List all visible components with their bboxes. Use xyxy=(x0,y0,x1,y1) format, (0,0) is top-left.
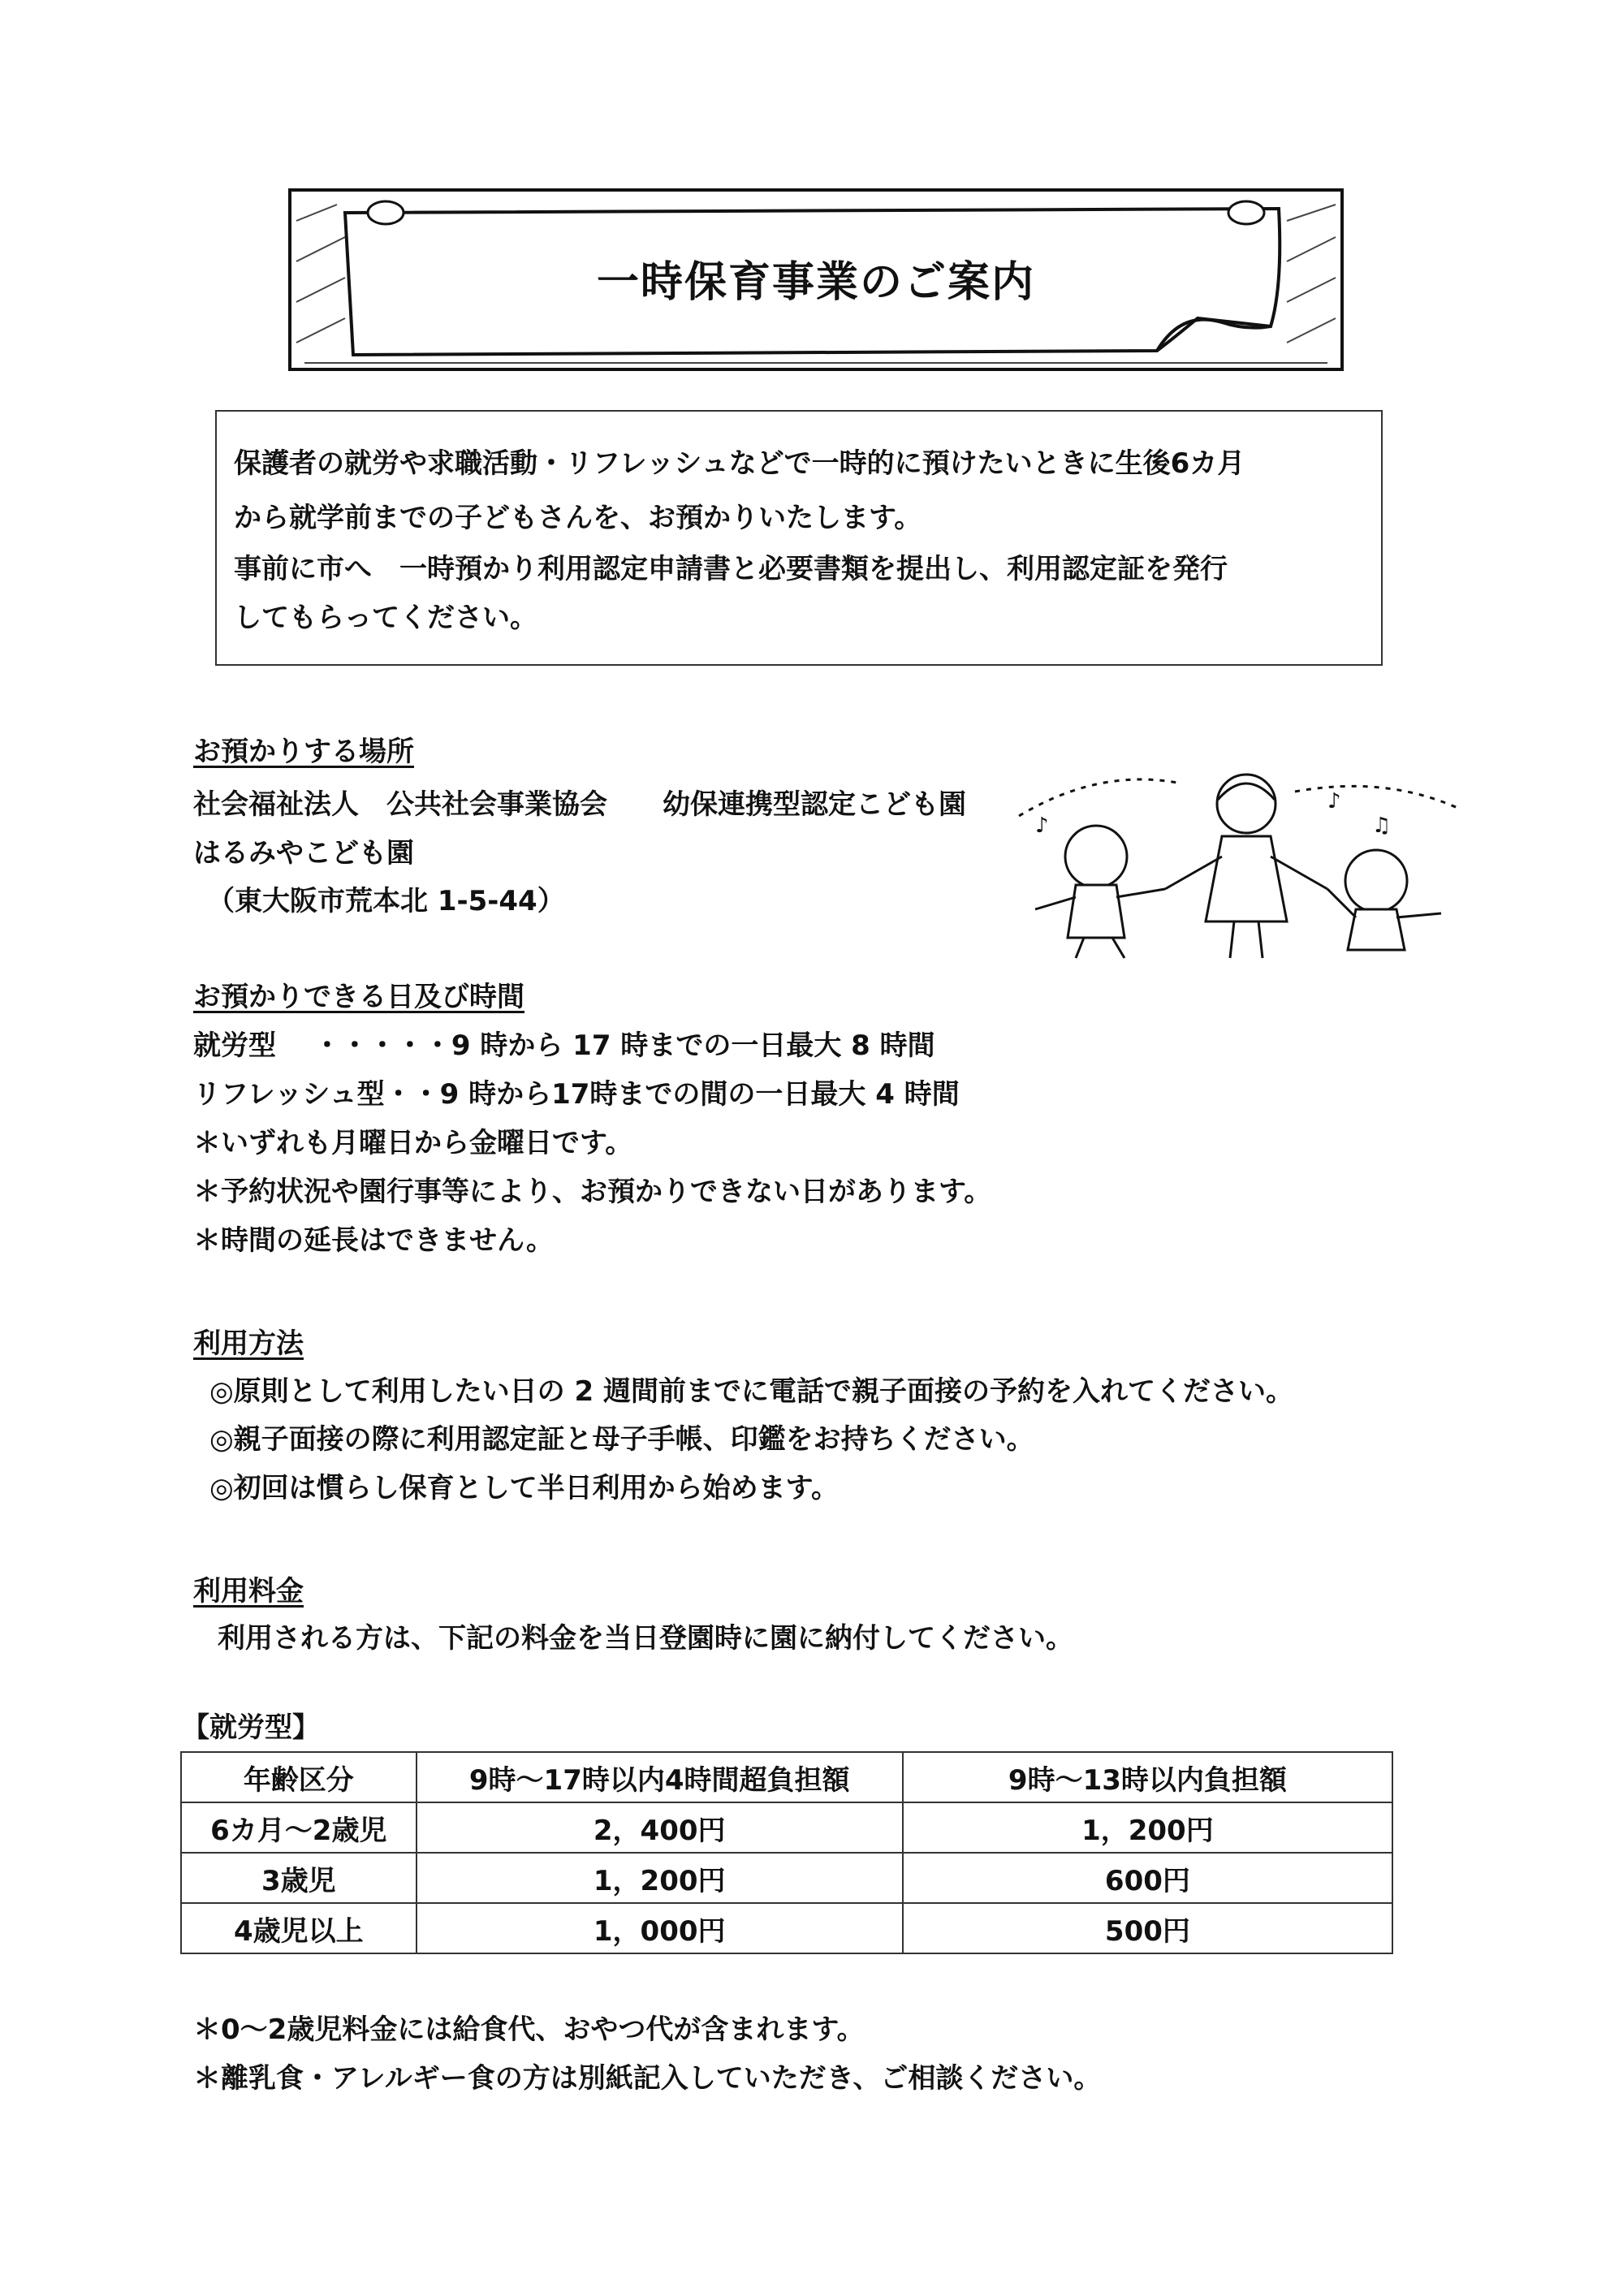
usage-heading: 利用方法 xyxy=(193,1327,304,1360)
table-cell: 4歳児以上 xyxy=(181,1903,417,1953)
place-line: はるみやこども園 xyxy=(193,837,414,870)
table-row xyxy=(181,1903,1392,1953)
place-line: （東大阪市荒本北 1-5-44） xyxy=(193,885,565,917)
hours-line: リフレッシュ型・・9 時から17時までの間の一日最大 4 時間 xyxy=(193,1078,960,1111)
table-cell: 600円 xyxy=(903,1853,1392,1903)
table-cell: 2，400円 xyxy=(417,1802,903,1853)
place-heading: お預かりする場所 xyxy=(193,736,414,768)
place-line: 社会福祉法人 公共社会事業協会 幼保連携型認定こども園 xyxy=(193,788,966,821)
column-header: 9時～17時以内4時間超負担額 xyxy=(417,1752,903,1802)
teacher-children-illustration xyxy=(1003,767,1474,962)
table-cell: 500円 xyxy=(903,1903,1392,1953)
intro-line: してもらってください。 xyxy=(234,602,537,634)
hours-line: ＊時間の延長はできません。 xyxy=(193,1224,555,1257)
intro-line: 保護者の就労や求職活動・リフレッシュなどで一時的に預けたいときに生後6カ月 xyxy=(234,447,1245,480)
table-row xyxy=(181,1853,1392,1903)
table-cell: 1，200円 xyxy=(903,1802,1392,1853)
table-row xyxy=(181,1802,1392,1853)
fee-table xyxy=(180,1751,1393,1954)
svg-text:♪: ♪ xyxy=(1035,814,1049,838)
table-cell: 3歳児 xyxy=(181,1853,417,1903)
column-header: 9時～13時以内負担額 xyxy=(903,1752,1392,1802)
table-cell: 1，200円 xyxy=(417,1853,903,1903)
usage-line: ◎初回は慣らし保育として半日利用から始めます。 xyxy=(209,1472,839,1504)
footnote: ＊離乳食・アレルギー食の方は別紙記入していただき、ご相談ください。 xyxy=(193,2062,1102,2095)
hours-line: ＊予約状況や園行事等により、お預かりできない日があります。 xyxy=(193,1176,992,1208)
usage-line: ◎親子面接の際に利用認定証と母子手帳、印鑑をお持ちください。 xyxy=(209,1423,1034,1456)
hours-line: ＊いずれも月曜日から金曜日です。 xyxy=(193,1127,633,1159)
fees-note: 利用される方は、下記の料金を当日登園時に園に納付してください。 xyxy=(218,1622,1073,1655)
usage-line: ◎原則として利用したい日の 2 週間前までに電話で親子面接の予約を入れてください。 xyxy=(209,1375,1293,1408)
hours-heading: お預かりできる日及び時間 xyxy=(193,981,524,1013)
table-label: 【就労型】 xyxy=(182,1711,320,1744)
svg-text:♪: ♪ xyxy=(1327,789,1341,814)
column-header: 年齢区分 xyxy=(181,1752,417,1802)
intro-line: から就学前までの子どもさんを、お預かりいたします。 xyxy=(234,502,922,534)
intro-line: 事前に市へ 一時預かり利用認定申請書と必要書類を提出し、利用認定証を発行 xyxy=(234,553,1228,585)
hours-line: 就労型 ・・・・・9 時から 17 時までの一日最大 8 時間 xyxy=(193,1029,935,1062)
fees-heading: 利用料金 xyxy=(193,1575,304,1608)
table-cell: 6カ月～2歳児 xyxy=(181,1802,417,1853)
page-title: 一時保育事業のご案内 xyxy=(596,258,1035,307)
svg-text:♫: ♫ xyxy=(1372,814,1392,838)
table-header-row xyxy=(181,1752,1392,1802)
footnote: ＊0～2歳児料金には給食代、おやつ代が含まれます。 xyxy=(193,2013,865,2046)
table-cell: 1，000円 xyxy=(417,1903,903,1953)
